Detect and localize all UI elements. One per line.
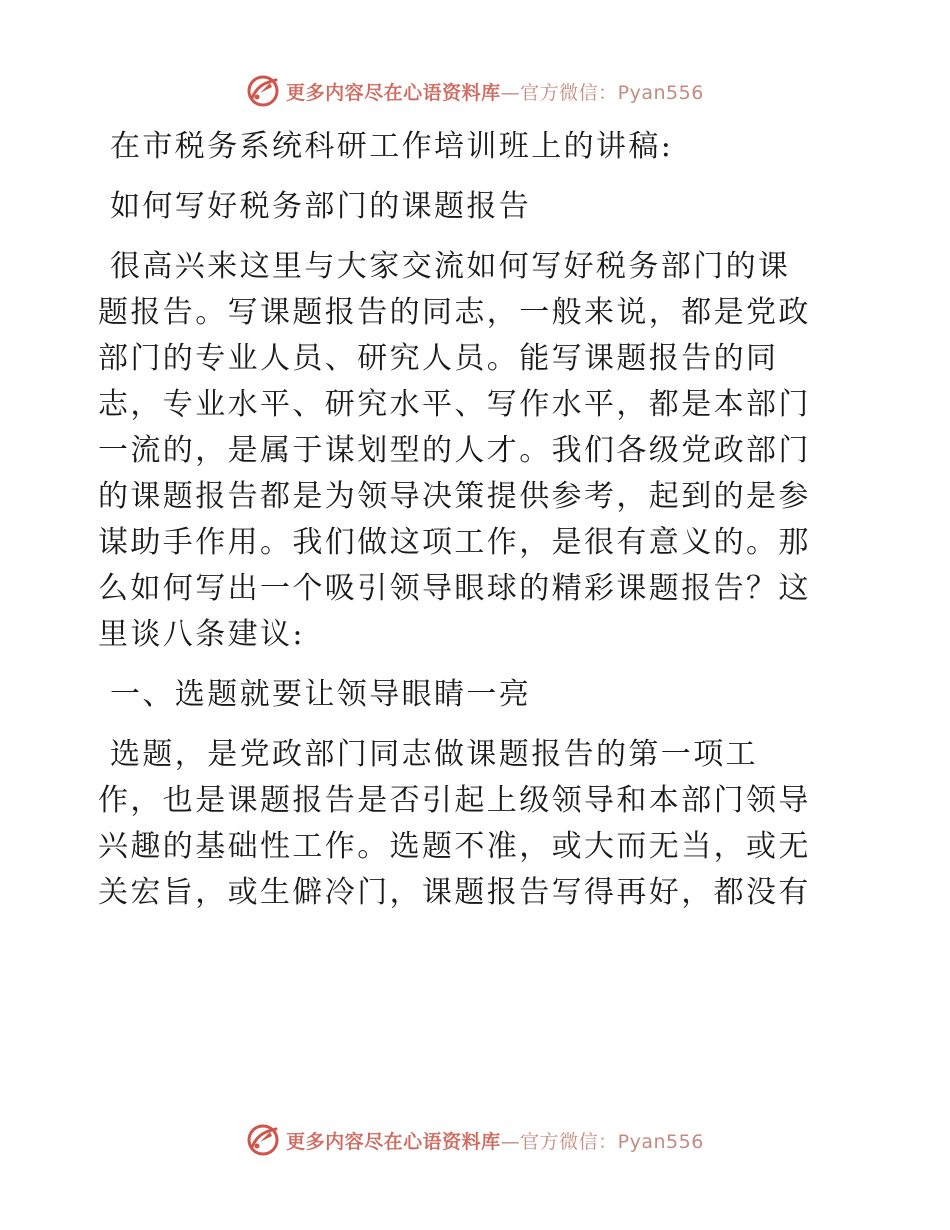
paragraph-topic-selection <box>98 732 854 916</box>
paragraph-line: 谋助手作用。我们做这项工作，是很有意义的。那 <box>98 525 811 560</box>
header-watermark-banner <box>0 71 950 111</box>
paragraph-line: 选题，是党政部门同志做课题报告的第一项工 <box>110 737 758 772</box>
footer-watermark-banner <box>0 1120 950 1160</box>
section-heading-1: 一、选题就要让领导眼睛一亮 <box>110 677 532 712</box>
document-title-line-1: 在市税务系统科研工作培训班上的讲稿: <box>110 129 674 164</box>
paragraph-line: 么如何写出一个吸引领导眼球的精彩课题报告？这 <box>98 571 811 606</box>
watermark-contact: —官方微信：Pyan556 <box>500 81 704 104</box>
paragraph-line: 题报告。写课题报告的同志，一般来说，都是党政 <box>98 295 811 330</box>
paragraph-line: 一流的，是属于谋划型的人才。我们各级党政部门 <box>98 433 811 468</box>
pen-nib-swirl-logo-icon <box>246 74 280 108</box>
pen-nib-swirl-logo-icon <box>246 1123 280 1157</box>
paragraph-line: 的课题报告都是为领导决策提供参考，起到的是参 <box>98 479 811 514</box>
paragraph-line: 志，专业水平、研究水平、写作水平，都是本部门 <box>98 387 811 422</box>
paragraph-line: 部门的专业人员、研究人员。能写课题报告的同 <box>98 341 779 376</box>
paragraph-line: 里谈八条建议: <box>98 617 305 652</box>
paragraph-intro <box>98 244 854 658</box>
document-body <box>98 124 854 930</box>
watermark-text <box>286 1127 704 1154</box>
paragraph-line: 关宏旨，或生僻冷门，课题报告写得再好，都没有 <box>98 875 811 910</box>
paragraph-line: 很高兴来这里与大家交流如何写好税务部门的课 <box>110 249 791 284</box>
watermark-contact: —官方微信：Pyan556 <box>500 1130 704 1153</box>
watermark-brand: 更多内容尽在心语资料库 <box>286 1130 501 1153</box>
watermark-brand: 更多内容尽在心语资料库 <box>286 81 501 104</box>
paragraph-line: 作，也是课题报告是否引起上级领导和本部门领导 <box>98 783 811 818</box>
document-title-line-2: 如何写好税务部门的课题报告 <box>110 189 532 224</box>
watermark-text <box>286 78 704 105</box>
paragraph-line: 兴趣的基础性工作。选题不准，或大而无当，或无 <box>98 829 811 864</box>
